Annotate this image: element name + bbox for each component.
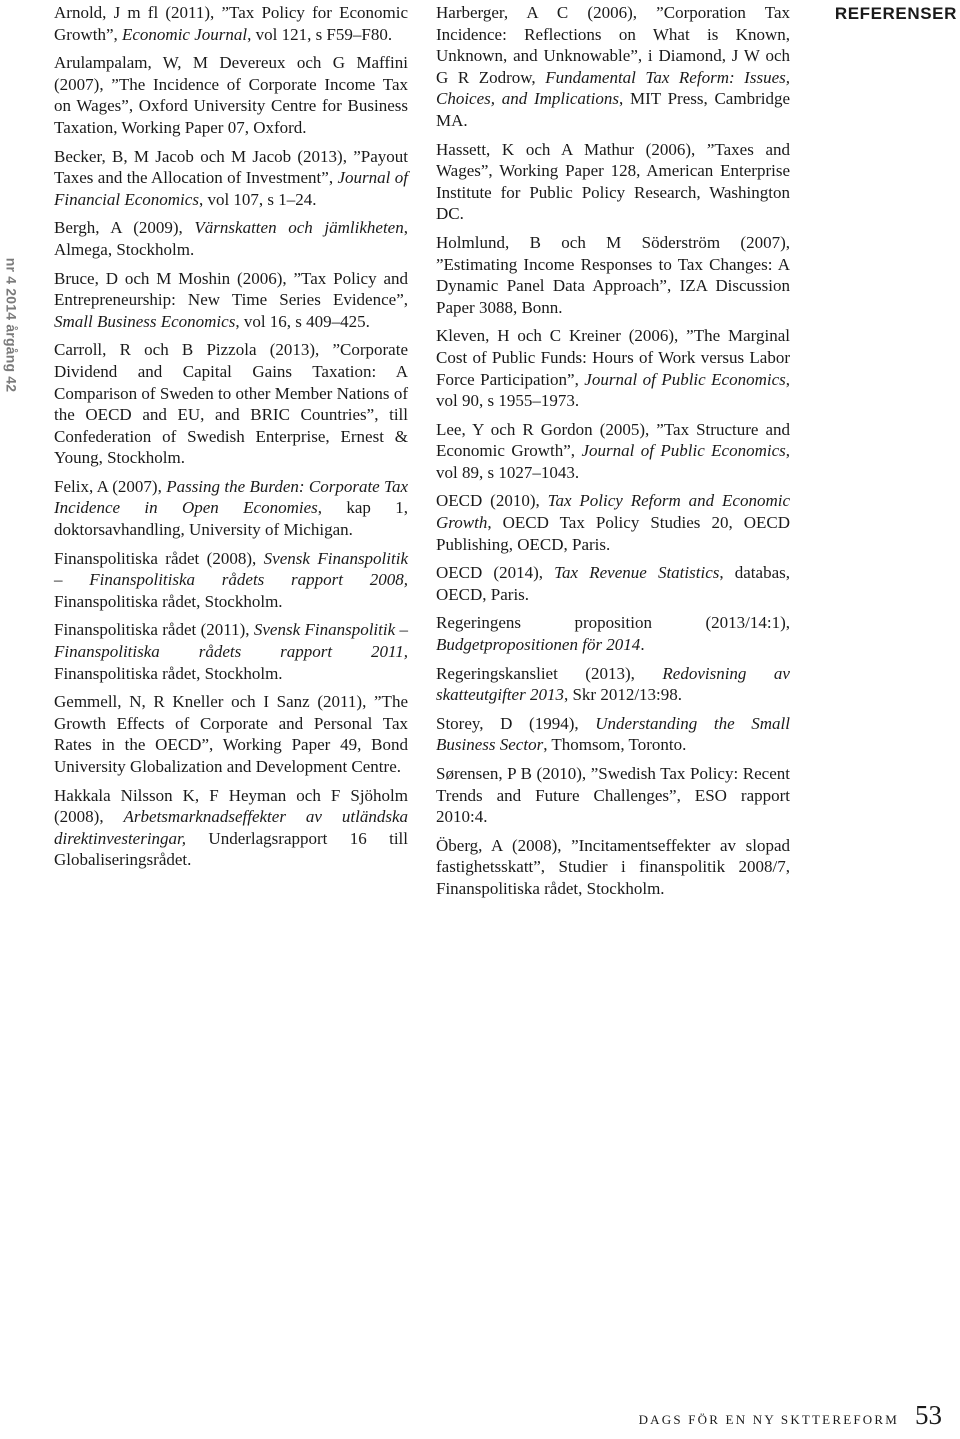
reference-text: Hassett, K och A Mathur (2006), ”Taxes and Wages”, Working Paper 128, American Enterprise Institute for Public Policy Research, Washington DC.: [436, 139, 790, 224]
page-footer: [639, 1400, 942, 1431]
page-number: 53: [915, 1400, 942, 1430]
reference-text: Carroll, R och B Pizzola (2013), ”Corporate Dividend and Capital Gains Taxation: A Comparison of Sweden to other Member Nations of the OECD and EU, and BRIC Countries”, till Confederation of Swedish Enterprise, Ernest & Young, Stockholm.: [54, 340, 408, 468]
reference-text: Holmlund, B och M Söderström (2007), ”Estimating Income Responses to Tax Changes: A Dynamic Panel Data Approach”, IZA Discussion Paper 3088, Bonn.: [436, 232, 790, 317]
reference-text: Kleven, H och C Kreiner (2006), ”The Marginal Cost of Public Funds: Hours of Work versus Labor Force Participation”,: [436, 326, 790, 389]
reference-text: Felix, A (2007),: [54, 476, 167, 496]
reference-text: Harberger, A C (2006), ”Corporation Tax Incidence: Reflections on What is Known, Unknown, and Unknowable”, i Diamond, J W och G R Zodrow,: [436, 3, 790, 87]
reference-text: , vol 107, s 1–24.: [198, 189, 317, 209]
reference-title-italic: Redovisning av skatteutgifter 2013: [436, 663, 790, 705]
footer-running-title: DAGS FÖR EN NY SKTTEREFORM: [638, 1412, 899, 1427]
reference-text: OECD (2014),: [436, 563, 555, 583]
reference-text: Öberg, A (2008), ”Incitamentseffekter av slopad fastighetsskatt”, Studier i finanspolitik 2008/7, Finanspolitiska rådet, Stockholm.: [436, 835, 790, 898]
reference-title-italic: Tax Revenue Statistics: [554, 563, 720, 583]
reference-text: Finanspolitiska rådet, Stockholm.: [54, 591, 283, 611]
reference-entry: [436, 232, 790, 318]
reference-text: Bruce, D och M Moshin (2006), ”Tax Policy and Entrepreneurship: New Time Series Evidence”,: [54, 268, 408, 310]
reference-entry: [54, 146, 408, 211]
reference-text: Arnold, J m fl (2011), ”Tax Policy for Economic Growth”,: [54, 3, 408, 44]
reference-text: , vol 89, s 1027–1043.: [436, 441, 791, 482]
references-right-column: [436, 2, 790, 907]
reference-text: Finanspolitiska rådet, Stockholm.: [54, 663, 283, 683]
reference-title-italic: Journal of Public Economics: [581, 441, 786, 461]
reference-entry: [436, 835, 790, 900]
reference-text: , Almega, Stockholm.: [54, 218, 408, 259]
reference-text: , Skr 2012/13:98.: [563, 685, 683, 705]
reference-entry: [436, 2, 790, 132]
reference-entry: [436, 562, 790, 605]
reference-text: Regeringskansliet (2013),: [436, 663, 663, 683]
reference-title-italic: Passing the Burden: Corporate Tax Incidence in Open Economies: [54, 476, 408, 518]
reference-text: Hakkala Nilsson K, F Heyman och F Sjöholm (2008),: [54, 785, 408, 827]
reference-title-italic: Svensk Finanspolitik – Finanspolitiska rådets rapport 2011,: [54, 620, 408, 662]
reference-title-italic: Arbetsmarknadseffekter av utländska direktinvesteringar,: [54, 807, 408, 848]
reference-text: Bergh, A (2009),: [54, 218, 195, 238]
reference-text: , vol 90, s 1955–1973.: [436, 369, 790, 411]
reference-text: , databas, OECD, Paris.: [436, 563, 790, 604]
reference-text: , OECD Tax Policy Studies 20, OECD Publishing, OECD, Paris.: [436, 513, 790, 554]
reference-title-italic: Small Business Economics: [54, 311, 236, 331]
reference-text: Sørensen, P B (2010), ”Swedish Tax Policy: Recent Trends and Future Challenges”, ESO rapport 2010:4.: [436, 764, 790, 827]
reference-entry: [436, 612, 790, 655]
reference-text: .: [640, 635, 645, 655]
reference-text: Finanspolitiska rådet (2011),: [54, 620, 254, 640]
issue-side-label-text: nr 4 2014 årgång 42: [3, 257, 20, 393]
reference-title-italic: Journal of Financial Economics: [54, 168, 408, 209]
reference-entry: [54, 785, 408, 871]
reference-entry: [436, 139, 790, 225]
reference-text: , kap 1, doktorsavhandling, University of Michigan.: [54, 498, 409, 540]
reference-text: , vol 121, s F59–F80.: [247, 24, 393, 44]
reference-entry: [54, 268, 408, 333]
reference-title-italic: Svensk Finanspolitik – Finanspolitiska rådets rapport 2008,: [54, 548, 408, 590]
reference-entry: [436, 763, 790, 828]
reference-title-italic: Budgetpropositionen för 2014: [436, 635, 641, 655]
reference-entry: [436, 713, 790, 756]
reference-title-italic: Fundamental Tax Reform: Issues, Choices, and Implications: [436, 67, 790, 109]
reference-entry: [54, 52, 408, 138]
issue-side-label: [0, 240, 22, 410]
reference-text: Gemmell, N, R Kneller och I Sanz (2011), ”The Growth Effects of Corporate and Personal Tax Rates in the OECD”, Working Paper 49, Bond University Globalization and Development Centre.: [54, 692, 408, 776]
reference-text: Regeringens proposition (2013/14:1),: [436, 613, 790, 633]
reference-title-italic: Journal of Public Economics: [584, 369, 786, 389]
reference-text: Underlagsrapport 16 till Globaliseringsrådet.: [54, 828, 408, 870]
reference-entry: [54, 476, 408, 541]
reference-text: Becker, B, M Jacob och M Jacob (2013), ”Payout Taxes and the Allocation of Investment”,: [54, 146, 408, 188]
reference-entry: [54, 619, 408, 684]
reference-title-italic: Economic Journal: [121, 24, 248, 44]
reference-text: Lee, Y och R Gordon (2005), ”Tax Structure and Economic Growth”,: [436, 419, 790, 461]
reference-text: Arulampalam, W, M Devereux och G Maffini (2007), ”The Incidence of Corporate Income Tax on Wages”, Oxford University Centre for Business Taxation, Working Paper 07, Oxford.: [54, 53, 408, 137]
reference-entry: [436, 325, 790, 411]
reference-entry: [436, 419, 790, 484]
reference-entry: [54, 2, 408, 45]
references-left-column: [54, 2, 408, 878]
section-title: REFERENSER: [834, 4, 957, 23]
reference-text: Finanspolitiska rådet (2008),: [54, 548, 264, 568]
reference-text: , MIT Press, Cambridge MA.: [436, 89, 790, 130]
reference-entry: [54, 691, 408, 777]
reference-title-italic: Tax Policy Reform and Economic Growth: [436, 491, 790, 533]
reference-title-italic: Värnskatten och jämlikheten: [194, 218, 404, 238]
reference-text: Storey, D (1994),: [436, 713, 596, 733]
reference-entry: [54, 339, 408, 469]
reference-entry: [436, 490, 790, 555]
reference-text: , vol 16, s 409–425.: [235, 311, 370, 331]
reference-entry: [54, 548, 408, 613]
reference-title-italic: Understanding the Small Business Sector: [436, 713, 790, 755]
reference-text: OECD (2010),: [436, 491, 548, 511]
reference-text: , Thomsom, Toronto.: [543, 735, 687, 755]
reference-entry: [436, 663, 790, 706]
reference-entry: [54, 217, 408, 260]
